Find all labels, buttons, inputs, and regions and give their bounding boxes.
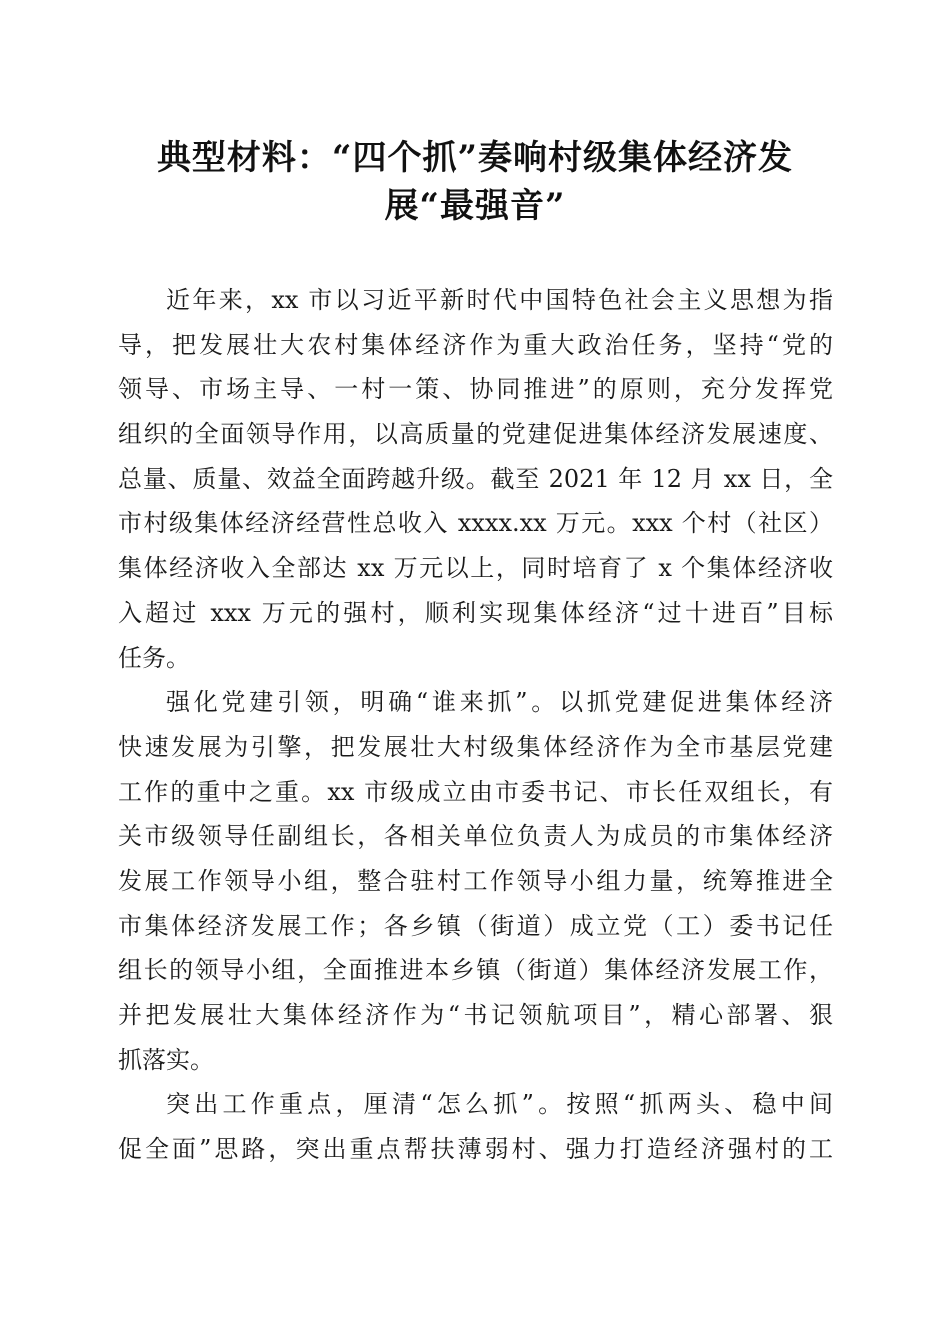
text-line: 集体经济收入全部达 xx 万元以上，同时培育了 x 个集体经济收	[118, 554, 833, 583]
paragraph-who-leads	[118, 680, 833, 1082]
text-line: 领导、市场主导、一村一策、协同推进”的原则，充分发挥党	[118, 375, 833, 404]
title-line-2: 展“最强音”	[384, 186, 566, 226]
text-line: 近年来，xx 市以习近平新时代中国特色社会主义思想为指	[166, 286, 833, 314]
text-line: 并把发展壮大集体经济作为“书记领航项目”，精心部署、狠	[118, 1001, 833, 1029]
paragraph-how-to	[118, 1082, 833, 1171]
text-line: 组长的领导小组，全面推进本乡镇（街道）集体经济发展工作，	[118, 956, 833, 985]
text-line: 强化党建引领，明确“谁来抓”。以抓党建促进集体经济	[166, 688, 833, 717]
title-line-1: 典型材料：“四个抓”奏响村级集体经济发	[156, 138, 794, 178]
text-line: 入超过 xxx 万元的强村，顺利实现集体经济“过十进百”目标	[118, 598, 833, 627]
document-title	[100, 134, 850, 230]
text-line: 工作的重中之重。xx 市级成立由市委书记、市长任双组长，有	[118, 777, 833, 806]
text-line: 快速发展为引擎，把发展壮大村级集体经济作为全市基层党建	[118, 732, 833, 761]
text-line: 促全面”思路，突出重点帮扶薄弱村、强力打造经济强村的工	[118, 1135, 833, 1164]
text-line: 市集体经济发展工作；各乡镇（街道）成立党（工）委书记任	[118, 911, 833, 940]
document-body	[118, 278, 833, 1172]
text-line: 关市级领导任副组长，各相关单位负责人为成员的市集体经济	[118, 822, 833, 851]
paragraph-intro	[118, 278, 833, 680]
text-line: 市村级集体经济经营性总收入 xxxx.xx 万元。xxx 个村（社区）	[118, 509, 833, 538]
text-line: 发展工作领导小组，整合驻村工作领导小组力量，统筹推进全	[118, 866, 833, 895]
text-line: 组织的全面领导作用，以高质量的党建促进集体经济发展速度、	[118, 420, 833, 449]
text-line: 突出工作重点，厘清“怎么抓”。按照“抓两头、稳中间	[166, 1090, 833, 1119]
text-line: 抓落实。	[118, 1045, 214, 1074]
text-line: 总量、质量、效益全面跨越升级。截至 2021 年 12 月 xx 日，全	[118, 464, 833, 493]
text-line: 导，把发展壮大农村集体经济作为重大政治任务，坚持“党的	[118, 330, 833, 359]
text-line: 任务。	[118, 643, 190, 672]
